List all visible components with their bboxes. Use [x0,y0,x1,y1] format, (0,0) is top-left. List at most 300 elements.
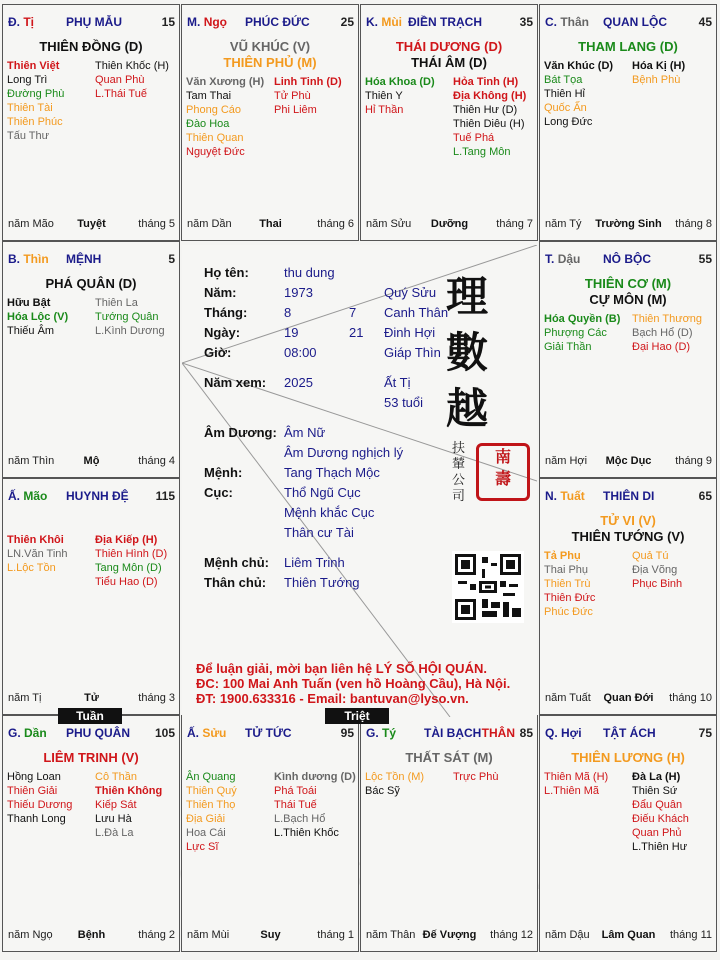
red-seal: 南 壽 [476,443,530,501]
main-star: VŨ KHÚC (V) [229,39,311,54]
minor-star: Địa Võng [632,564,678,576]
palace-footer [545,929,712,943]
minor-star: Tả Phụ [544,550,581,562]
value-tuoi: 53 tuổi [384,395,424,410]
minor-star: Thiên Mã (H) [544,771,609,783]
palace-footer [545,455,712,469]
minor-star: Quốc Ấn [544,102,587,114]
minor-star: Điếu Khách [632,813,689,825]
minor-star: Phúc Đức [544,606,593,618]
palace-name: THIÊN DI [603,489,655,503]
palace-cell-dau[interactable] [539,241,717,478]
palace-year: năm Tý [545,218,582,230]
palace-can: G. [8,726,21,740]
tuan-tag: Tuần [58,708,122,724]
palace-month: tháng 10 [669,692,712,704]
minor-stars-left [7,59,64,143]
minor-star: Hóa Khoa (D) [365,76,435,88]
calligraphy-title [442,269,492,437]
palace-year: năm Dậu [545,929,590,941]
value-thang-duong: 8 [284,305,292,320]
value-than-cu: Thân cư Tài [284,525,354,540]
minor-star: Linh Tinh (D) [274,76,342,88]
palace-age: 75 [698,726,712,740]
palace-can: Ấ. [187,726,199,740]
main-star: TỬ VI (V) [600,513,656,528]
minor-star: Thiên Khốc (H) [95,60,169,72]
qr-code[interactable] [452,551,524,623]
minor-stars-right [95,59,169,101]
minor-stars-right [274,770,356,840]
contact-line: Để luận giải, mời bạn liên hệ LÝ SỐ HỘI QUÁN. [196,661,487,676]
palace-cell-dan[interactable] [2,715,180,952]
palace-chi: Sửu [202,726,227,740]
palace-month: tháng 7 [496,218,533,230]
minor-star: Thiên Quý [186,785,237,797]
minor-star: Lưu Hà [95,813,132,825]
minor-stars-right [632,549,682,591]
palace-life-stage: Thai [259,218,282,230]
main-stars [540,750,716,766]
minor-stars-right [632,770,689,854]
palace-year: năm Ngọ [8,929,53,941]
minor-star: Long Đức [544,116,593,128]
minor-star: Kình dương (D) [274,771,356,783]
palace-year: năm Hợi [545,455,588,467]
palace-header [366,15,533,29]
minor-stars-left [186,770,237,854]
palace-chi: Tuất [560,489,585,503]
value-menh: Tang Thạch Mộc [284,465,380,480]
label-cuc: Cục: [204,485,233,500]
palace-name: TẬT ÁCH [603,726,656,740]
value-ho-ten: thu dung [284,265,335,280]
minor-star: Thiên Hỉ [544,88,585,100]
palace-age: 55 [698,252,712,266]
label-gio: Giờ: [204,345,232,360]
palace-chi: Hợi [561,726,582,740]
minor-star: Thai Phụ [544,564,589,576]
palace-can: N. [545,489,557,503]
palace-name: TÀI BẠCH [424,726,482,740]
palace-can: B. [8,252,20,266]
palace-life-stage: Suy [260,929,281,941]
palace-age: 35 [519,15,533,29]
palace-header [366,726,533,740]
minor-star: Tuế Phá [453,132,495,144]
value-nam-can-chi: Quý Sửu [384,285,437,300]
contact-address: ĐC: 100 Mai Anh Tuấn (ven hồ Hoàng Cầu), Hà Nội. [196,676,511,691]
minor-stars-left [544,312,620,354]
palace-name: PHÚC ĐỨC [245,15,310,29]
minor-star: Tang Môn (D) [95,562,162,574]
minor-star: Thiên Thương [632,313,703,325]
palace-can: C. [545,15,557,29]
palace-age: 85 [519,726,533,740]
minor-star: Hóa Kị (H) [632,60,686,72]
triet-tag: Triệt [325,708,389,724]
minor-star: Thiên Việt [7,60,60,72]
value-am-duong: Âm Nữ [284,425,326,440]
minor-star: L.Thiên Khốc [274,827,339,839]
palace-chi: Tị [23,15,35,29]
value-ngay-can-chi: Đinh Hợi [384,325,436,340]
minor-star: Tiểu Hao (D) [95,576,158,588]
value-menh-khac-cuc: Mệnh khắc Cục [284,505,375,520]
main-stars [361,39,537,71]
palace-name: NÔ BỘC [603,252,651,266]
palace-name: PHỤ MẪU [66,15,122,29]
value-nam-xem: 2025 [284,375,313,390]
minor-star: L.Thiên Hư [632,841,688,853]
palace-header [545,252,712,266]
minor-star: Nguyệt Đức [186,146,245,158]
palace-year: năm Thân [366,929,416,941]
label-ho-ten: Họ tên: [204,265,249,280]
value-menh-chu: Liêm Trinh [284,555,345,570]
value-gio: 08:00 [284,345,317,360]
label-ngay: Ngày: [204,325,241,340]
palace-header [8,726,175,740]
main-stars [540,39,716,55]
value-thang-am: 7 [349,305,357,320]
palace-footer [187,929,354,943]
palace-cell-suu[interactable] [181,715,359,952]
palace-chi: Mão [23,489,48,503]
palace-footer [8,218,175,232]
minor-star: Kiếp Sát [95,799,137,811]
info-panel [182,245,537,717]
palace-life-stage: Trường Sinh [595,218,662,230]
palace-year: năm Tị [8,692,42,704]
palace-life-stage: Mộ [83,455,100,467]
value-gio-can-chi: Giáp Thìn [384,345,441,360]
minor-star: Thiên Hư (D) [453,104,518,116]
main-star: THIÊN LƯƠNG (H) [571,750,685,765]
minor-star: Thiên Hình (D) [95,548,168,560]
tuvi-chart [2,4,717,957]
main-star: THIÊN TƯỚNG (V) [571,529,685,544]
main-stars [361,750,537,766]
palace-age: 45 [698,15,712,29]
palace-footer [8,455,175,469]
main-star: THIÊN CƠ (M) [584,276,672,291]
minor-star: L.Đà La [95,827,134,839]
minor-stars-left [186,75,264,159]
minor-star: Thiên Không [95,785,163,797]
value-nam: 1973 [284,285,313,300]
main-stars [540,513,716,545]
palace-age: 25 [340,15,354,29]
minor-star: Thiên Trù [544,578,591,590]
palace-month: tháng 4 [138,455,175,467]
minor-star: Hồng Loan [7,771,61,783]
palace-chi: Tý [382,726,397,740]
palace-age: 65 [698,489,712,503]
value-thang-can-chi: Canh Thân [384,305,449,320]
palace-year: năm Mão [8,218,54,230]
minor-star: Thiên Sứ [632,785,678,797]
minor-star: L.Kình Dương [95,325,165,337]
palace-year: năm Dần [187,218,232,230]
palace-cell-tuat[interactable] [539,478,717,715]
palace-header [8,252,175,266]
palace-footer [8,692,175,706]
palace-footer [187,218,354,232]
label-menh-chu: Mệnh chủ: [204,555,269,570]
label-than-chu: Thân chủ: [204,575,267,590]
minor-stars-left [7,770,72,826]
main-star: THÁI ÂM (D) [411,55,487,70]
minor-star: L.Lộc Tồn [7,562,56,574]
minor-star: Lực Sĩ [186,841,219,853]
palace-footer [366,929,533,943]
minor-stars-left [544,770,608,798]
label-thang: Tháng: [204,305,248,320]
minor-star: Cô Thần [95,771,137,783]
palace-life-stage: Bệnh [77,929,106,941]
label-nam: Năm: [204,285,237,300]
palace-header [187,726,354,740]
minor-stars-right [632,312,702,354]
minor-star: Hỉ Thần [365,104,404,116]
minor-star: Quan Phủ [632,827,682,839]
minor-star: Hỏa Tinh (H) [453,76,519,88]
minor-star: Quả Tú [632,550,669,562]
main-star: THẤT SÁT (M) [405,750,493,765]
minor-star: L.Thiên Mã [544,785,600,797]
main-stars [3,750,179,766]
minor-star: Tam Thai [186,90,232,102]
contact-block [196,661,510,706]
minor-star: Đường Phù [7,88,65,100]
palace-name: PHU QUÂN [66,726,131,740]
minor-star: Địa Kiếp (H) [95,534,158,546]
palace-name: ĐIỀN TRẠCH [408,15,482,29]
main-star: CỰ MÔN (M) [589,292,667,307]
palace-header [8,489,175,503]
minor-stars-left [7,533,68,575]
minor-star: Thiên Tài [7,102,53,114]
minor-star: L.Tang Môn [453,146,511,158]
palace-month: tháng 1 [317,929,354,941]
minor-star: Thiên Quan [186,132,244,144]
label-menh: Mệnh: [204,465,243,480]
main-star: PHÁ QUÂN (D) [45,276,137,291]
palace-name: MỆNH [66,252,102,266]
palace-chi: Ngọ [203,15,228,29]
palace-footer [545,218,712,232]
minor-star: Thanh Long [7,813,66,825]
minor-star: Thiên Diêu (H) [453,118,525,130]
main-stars [3,39,179,55]
palace-can: K. [366,15,378,29]
palace-can: M. [187,15,201,29]
minor-star: Quan Phù [95,74,145,86]
palace-than-marker: THÂN [481,726,515,740]
minor-stars-right [95,296,165,338]
palace-header [8,15,175,29]
minor-star: Phong Cáo [186,104,242,116]
palace-month: tháng 12 [490,929,533,941]
minor-star: Bác Sỹ [365,785,400,797]
minor-star: Thiên La [95,297,138,309]
minor-star: Thiên Thọ [186,799,236,811]
value-ngay-duong: 19 [284,325,299,340]
palace-can: Q. [545,726,558,740]
main-star: THAM LANG (D) [578,39,678,54]
palace-cell-ty[interactable] [360,715,538,952]
minor-star: LN.Văn Tinh [7,548,68,560]
minor-star: Tử Phù [274,90,311,102]
palace-cell-mao[interactable] [2,478,180,715]
minor-star: Tướng Quân [95,311,159,323]
palace-month: tháng 5 [138,218,175,230]
palace-footer [366,218,533,232]
calligraphy-char: 數 [445,328,488,377]
minor-stars-right [274,75,342,117]
palace-header [545,726,712,740]
palace-year: năm Tuất [545,692,591,704]
palace-life-stage: Tuyệt [77,218,106,230]
palace-year: năm Thìn [8,455,55,467]
minor-star: Giải Thần [544,341,592,353]
palace-age: 105 [154,726,175,740]
minor-star: Bệnh Phù [632,74,681,86]
minor-star: Bát Tọa [544,74,583,86]
value-cuc: Thổ Ngũ Cục [284,485,361,500]
palace-header [545,15,712,29]
minor-star: Thiếu Âm [7,325,55,337]
minor-star: Văn Khúc (D) [544,60,614,72]
minor-stars-right [453,75,526,159]
minor-star: Bạch Hổ (D) [632,327,693,339]
calligraphy-char: 越 [445,384,488,433]
main-star: THIÊN ĐỒNG (D) [39,39,143,54]
value-ngay-am: 21 [349,325,364,340]
palace-header [187,15,354,29]
minor-star: Đà La (H) [632,771,681,783]
palace-month: tháng 3 [138,692,175,704]
minor-star: Hữu Bật [7,297,51,309]
value-nam-xem-can-chi: Ất Tị [384,375,411,390]
minor-star: Thiếu Dương [7,799,73,811]
minor-star: Phi Liêm [274,104,317,116]
minor-stars-right [95,533,167,589]
palace-cell-ngo[interactable] [181,4,359,241]
minor-stars-left [365,770,424,798]
minor-stars-left [7,296,68,338]
minor-stars-right [95,770,162,840]
palace-can: G. [366,726,379,740]
minor-star: Thái Tuế [274,799,317,811]
minor-star: Thiên Giải [7,785,58,797]
minor-star: Phục Binh [632,578,683,590]
minor-star: Đào Hoa [186,118,230,130]
minor-star: Đại Hao (D) [632,341,691,353]
palace-chi: Thân [560,15,590,29]
company-chinese: 扶 輦 公 司 [452,441,466,504]
label-nam-xem: Năm xem: [204,375,267,390]
palace-month: tháng 11 [669,929,712,941]
palace-month: tháng 2 [138,929,175,941]
minor-star: Trực Phù [453,771,499,783]
palace-life-stage: Mộc Dục [605,455,652,467]
main-stars [182,39,358,71]
main-stars [3,276,179,292]
minor-star: Địa Không (H) [453,90,527,102]
palace-life-stage: Quan Đới [603,692,654,704]
palace-name: QUAN LỘC [603,15,667,29]
palace-chi: Dần [24,726,47,740]
palace-chi: Thìn [23,252,49,266]
palace-can: Đ. [8,15,20,29]
palace-can: T. [545,252,555,266]
minor-star: Hóa Quyền (B) [544,313,621,325]
palace-cell-hoi[interactable] [539,715,717,952]
value-am-duong-ly: Âm Dương nghịch lý [284,445,404,460]
palace-life-stage: Tử [84,692,99,704]
minor-star: Long Trì [7,74,48,86]
value-than-chu: Thiên Tướng [284,575,360,590]
main-star: THÁI DƯƠNG (D) [395,39,503,54]
minor-star: L.Bạch Hổ [274,813,326,825]
palace-cell-thin[interactable] [2,241,180,478]
palace-footer [8,929,175,943]
minor-star: Thiên Y [365,90,403,102]
calligraphy-char: 理 [445,272,488,321]
palace-cell-than[interactable] [539,4,717,241]
palace-year: năm Sửu [366,218,412,230]
palace-name: HUYNH ĐỆ [66,489,129,503]
palace-life-stage: Đế Vượng [422,929,477,941]
minor-star: Ân Quang [186,771,236,783]
minor-star: L.Thái Tuế [95,88,147,100]
palace-chi: Mùi [381,15,403,29]
minor-star: Phá Toái [274,785,317,797]
minor-star: Đẩu Quân [632,799,683,811]
palace-life-stage: Dưỡng [430,218,469,230]
palace-year: năm Mùi [187,929,230,941]
contact-phone-email[interactable]: ĐT: 1900.633316 - Email: bantuvan@lyso.vn. [196,691,469,706]
minor-stars-left [544,59,613,129]
minor-stars-left [365,75,435,117]
minor-star: Địa Giải [186,813,226,825]
palace-month: tháng 9 [675,455,712,467]
palace-cell-mui[interactable] [360,4,538,241]
minor-stars-left [544,549,595,619]
label-am-duong: Âm Dương: [204,425,277,440]
palace-can: Ấ. [8,489,20,503]
palace-age: 15 [161,15,175,29]
palace-cell-ti[interactable] [2,4,180,241]
minor-star: Hoa Cái [186,827,226,839]
palace-age: 5 [168,252,175,266]
palace-footer [545,692,712,706]
minor-star: Thiên Đức [544,592,596,604]
minor-star: Lộc Tồn (M) [365,771,425,783]
main-stars [540,276,716,308]
palace-header [545,489,712,503]
palace-age: 115 [155,489,175,503]
minor-star: Thiên Phúc [7,116,63,128]
minor-star: Văn Xương (H) [186,76,265,88]
minor-star: Thiên Khôi [7,534,64,546]
palace-name: TỬ TỨC [245,726,292,740]
main-star: LIÊM TRINH (V) [43,750,139,765]
minor-star: Hóa Lộc (V) [7,311,69,323]
minor-star: Phượng Các [544,327,607,339]
